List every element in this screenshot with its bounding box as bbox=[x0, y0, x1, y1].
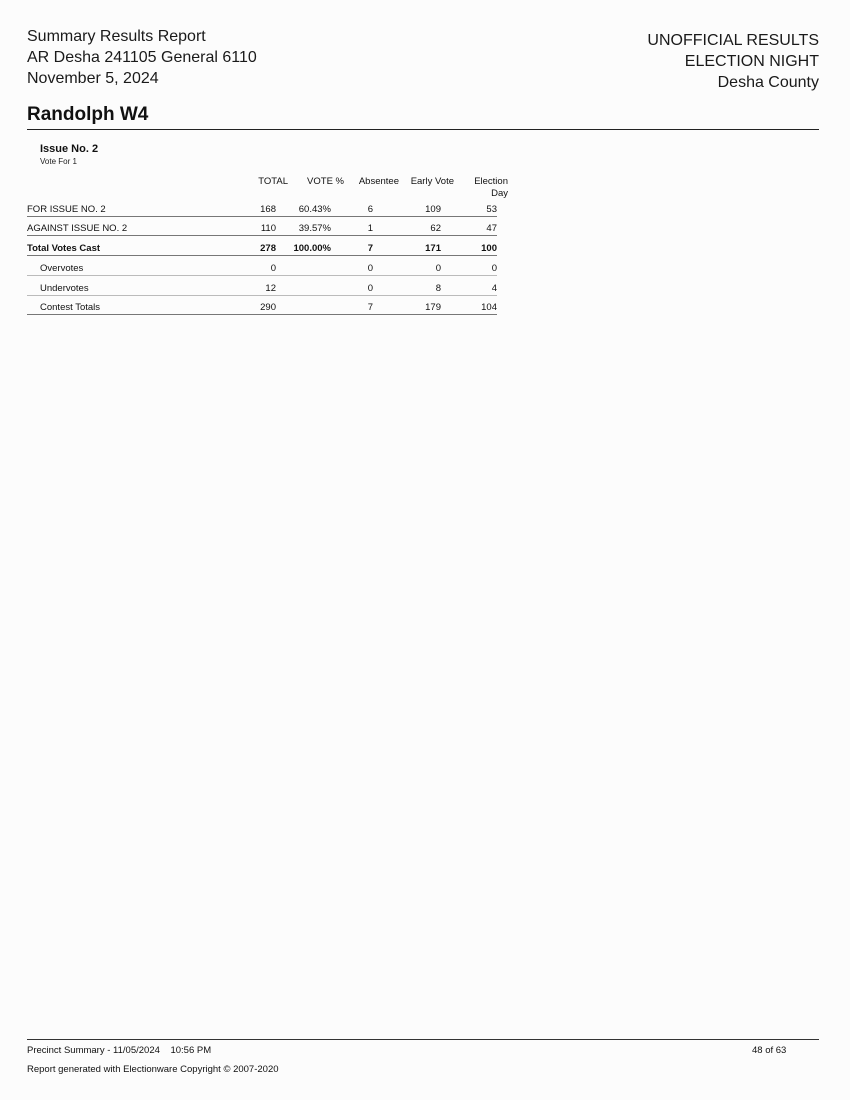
election-date: November 5, 2024 bbox=[27, 70, 159, 87]
cell-total: 0 bbox=[270, 263, 276, 274]
cell-total: 278 bbox=[260, 243, 276, 254]
row-underline bbox=[27, 255, 497, 256]
cell-absentee: 0 bbox=[367, 263, 373, 274]
cell-election-day: 4 bbox=[491, 283, 497, 294]
col-header-election-day bbox=[462, 176, 508, 200]
precinct-name: Randolph W4 bbox=[27, 104, 149, 125]
footer-copyright: Report generated with Electionware Copyright © 2007-2020 bbox=[27, 1064, 279, 1075]
cell-total: 168 bbox=[260, 204, 276, 215]
cell-early-vote: 8 bbox=[435, 283, 441, 294]
cell-election-day: 104 bbox=[481, 302, 497, 313]
vote-for: Vote For 1 bbox=[40, 157, 77, 166]
col-header-early-vote: Early Vote bbox=[410, 176, 454, 187]
table-row bbox=[0, 204, 520, 222]
report-title: Summary Results Report bbox=[27, 28, 206, 45]
cell-vote-pct: 60.43% bbox=[298, 204, 331, 215]
county-name: Desha County bbox=[717, 74, 819, 91]
table-row bbox=[0, 302, 520, 320]
report-header bbox=[27, 26, 257, 89]
table-row bbox=[0, 263, 520, 281]
row-underline bbox=[27, 295, 497, 296]
cell-absentee: 0 bbox=[367, 283, 373, 294]
cell-absentee: 7 bbox=[367, 302, 373, 313]
footer-summary-date: Precinct Summary - 11/05/2024 bbox=[27, 1045, 160, 1056]
footer-divider bbox=[27, 1039, 819, 1040]
row-underline bbox=[27, 235, 497, 236]
cell-absentee: 7 bbox=[367, 243, 373, 254]
cell-election-day: 100 bbox=[481, 243, 497, 254]
table-row bbox=[0, 283, 520, 301]
row-label: AGAINST ISSUE NO. 2 bbox=[27, 223, 128, 234]
row-label: Contest Totals bbox=[40, 302, 101, 313]
status-unofficial: UNOFFICIAL RESULTS bbox=[647, 32, 819, 49]
page-number: 48 of 63 bbox=[752, 1045, 787, 1056]
row-underline bbox=[27, 314, 497, 315]
row-label: FOR ISSUE NO. 2 bbox=[27, 204, 106, 215]
report-status bbox=[647, 30, 819, 93]
col-header-election-day-line1: Election bbox=[474, 176, 508, 187]
cell-election-day: 47 bbox=[486, 223, 497, 234]
cell-vote-pct: 39.57% bbox=[298, 223, 331, 234]
row-label: Undervotes bbox=[40, 283, 89, 294]
cell-election-day: 53 bbox=[486, 204, 497, 215]
row-label: Overvotes bbox=[40, 263, 84, 274]
cell-vote-pct: 100.00% bbox=[293, 243, 331, 254]
status-election-night: ELECTION NIGHT bbox=[684, 53, 819, 70]
cell-early-vote: 62 bbox=[430, 223, 441, 234]
cell-early-vote: 179 bbox=[425, 302, 441, 313]
table-row-total bbox=[0, 243, 520, 261]
election-name: AR Desha 241105 General 6110 bbox=[27, 49, 257, 66]
row-underline bbox=[27, 275, 497, 276]
cell-election-day: 0 bbox=[491, 263, 497, 274]
col-header-absentee: Absentee bbox=[358, 176, 399, 187]
footer-summary bbox=[27, 1045, 211, 1056]
col-header-vote-pct: VOTE % bbox=[307, 176, 344, 187]
cell-total: 12 bbox=[265, 283, 276, 294]
row-label: Total Votes Cast bbox=[27, 243, 101, 254]
col-header-election-day-line2: Day bbox=[491, 188, 508, 199]
footer-time: 10:56 PM bbox=[170, 1045, 212, 1056]
cell-early-vote: 171 bbox=[425, 243, 441, 254]
cell-absentee: 6 bbox=[367, 204, 373, 215]
contest-title: Issue No. 2 bbox=[40, 143, 99, 155]
col-header-total: TOTAL bbox=[258, 176, 288, 187]
cell-early-vote: 0 bbox=[435, 263, 441, 274]
table-row bbox=[0, 223, 520, 241]
header-divider bbox=[27, 129, 819, 130]
cell-total: 110 bbox=[260, 223, 276, 234]
cell-early-vote: 109 bbox=[425, 204, 441, 215]
cell-total: 290 bbox=[260, 302, 276, 313]
row-underline bbox=[27, 216, 497, 217]
cell-absentee: 1 bbox=[367, 223, 373, 234]
